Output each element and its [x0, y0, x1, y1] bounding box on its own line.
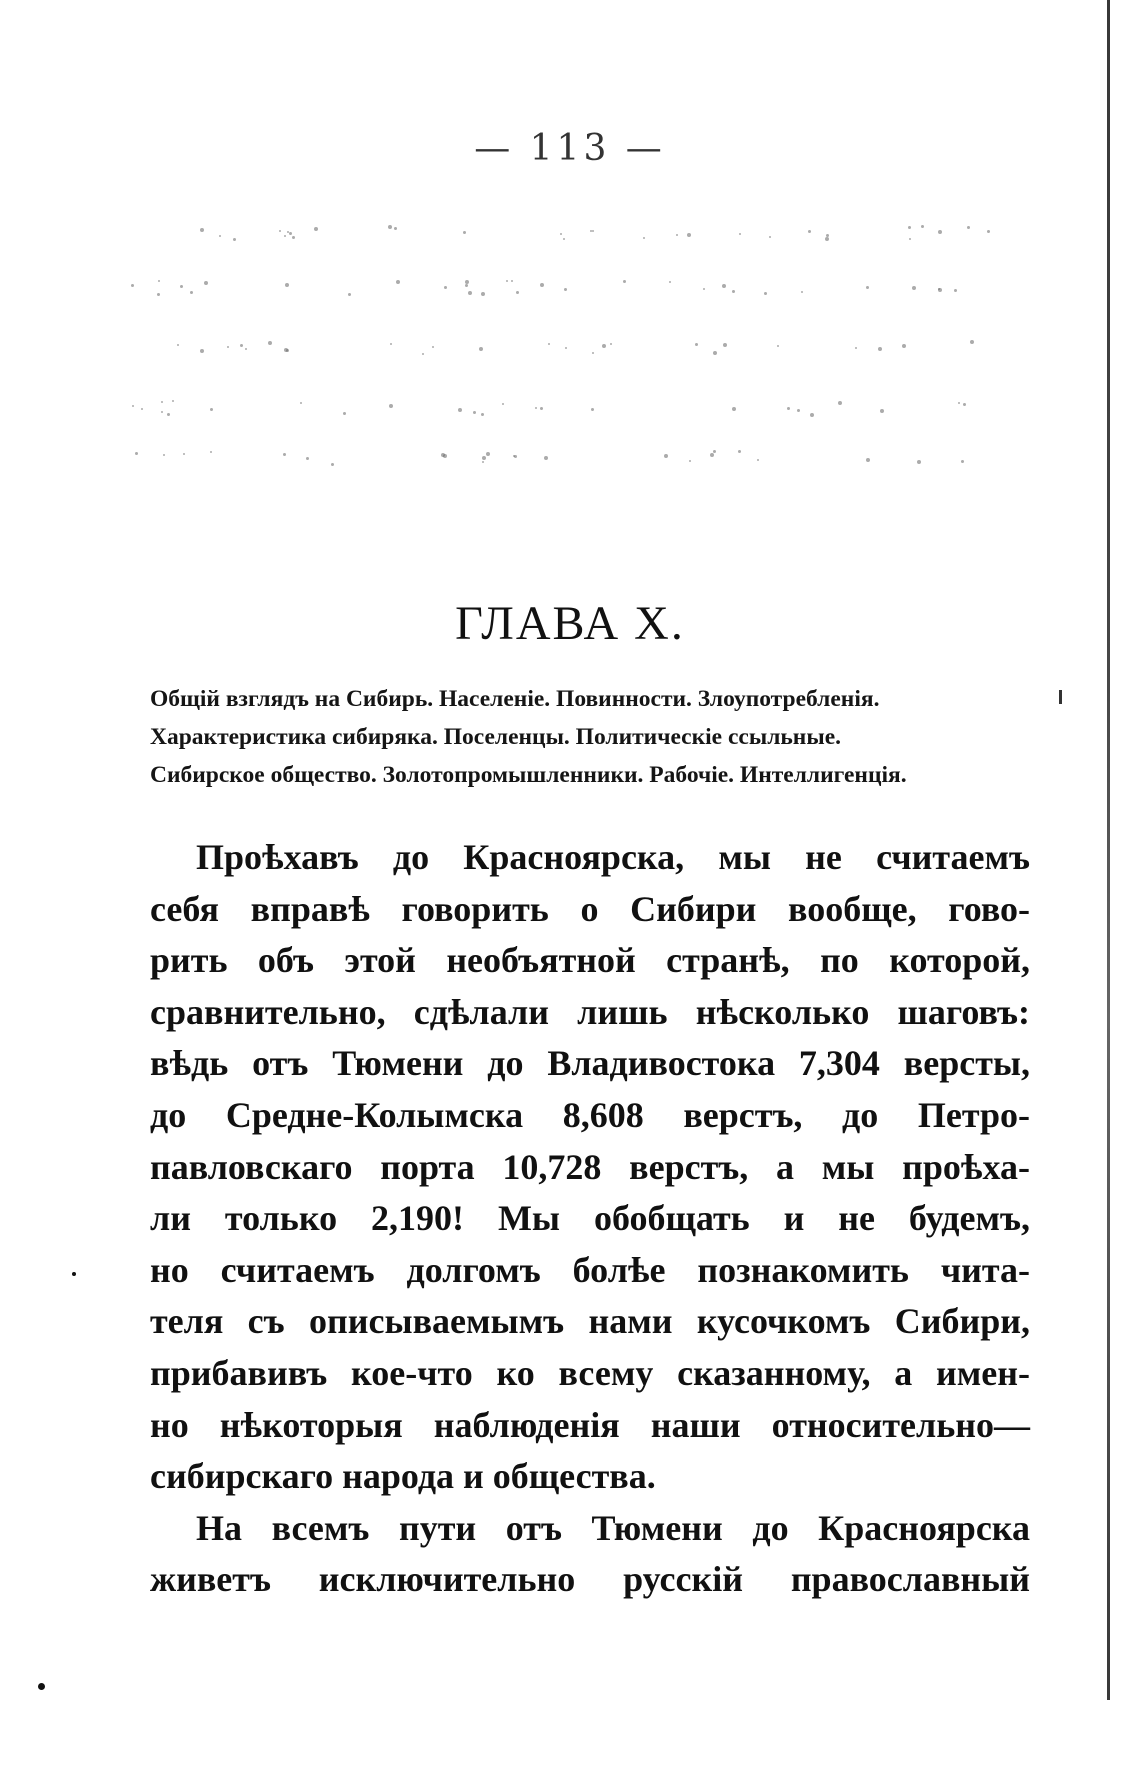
show-through-speck	[422, 353, 424, 355]
show-through-speck	[954, 289, 957, 292]
paragraph-1-line: павловскаго порта 10,728 верстъ, а мы проѣха-	[150, 1146, 1030, 1187]
show-through-speck	[713, 450, 716, 453]
show-through-speck	[808, 230, 811, 233]
show-through-speck	[479, 347, 483, 351]
paragraph-1-line: себя вправѣ говорить о Сибири вообще, гово-	[150, 888, 1030, 929]
show-through-speck	[511, 280, 513, 282]
summary-line: Сибирское общество. Золотопромышленники. Рабочіе. Интеллигенція.	[150, 762, 907, 788]
show-through-speck	[565, 347, 567, 349]
show-through-speck	[723, 343, 727, 347]
show-through-speck	[592, 352, 594, 354]
show-through-speck	[921, 225, 924, 228]
show-through-speck	[486, 452, 490, 456]
show-through-speck	[300, 402, 302, 404]
show-through-speck	[465, 284, 468, 287]
paragraph-1-line: ли только 2,190! Мы обобщать и не будемъ,	[150, 1198, 1030, 1239]
show-through-speck	[161, 401, 163, 403]
show-through-speck	[141, 408, 143, 410]
paragraph-2-line: живетъ исключительно русскій православный	[150, 1559, 1030, 1600]
paragraph-2-line: На всемъ пути отъ Тюмени до Красноярска	[196, 1507, 1030, 1548]
show-through-speck	[177, 344, 179, 346]
paragraph-1-line: рить объ этой необъятной странѣ, по которой,	[150, 940, 1030, 981]
show-through-speck	[535, 407, 537, 409]
show-through-speck	[432, 346, 434, 348]
show-through-speck	[591, 408, 594, 411]
summary-line: Общій взглядъ на Сибирь. Населеніе. Повинности. Злоупотребленія.	[150, 686, 880, 712]
show-through-speck	[623, 280, 626, 283]
show-through-speck	[810, 413, 814, 417]
show-through-speck	[602, 344, 606, 348]
show-through-speck	[592, 230, 594, 232]
show-through-speck	[458, 408, 462, 412]
paragraph-1-line: теля съ описываемымъ нами кусочкомъ Сибири,	[150, 1301, 1030, 1342]
show-through-speck	[548, 343, 550, 345]
show-through-speck	[240, 344, 243, 347]
show-through-speck	[769, 236, 771, 238]
show-through-speck	[289, 232, 292, 235]
show-through-speck	[970, 340, 974, 344]
show-through-speck	[394, 227, 397, 230]
show-through-speck	[687, 233, 691, 237]
show-through-speck	[689, 460, 691, 462]
show-through-speck	[482, 461, 484, 463]
paragraph-1-line: сравнительно, сдѣлали лишь нѣсколько шаговъ:	[150, 991, 1030, 1032]
show-through-speck	[908, 226, 911, 229]
show-through-speck	[938, 288, 940, 290]
show-through-speck	[210, 451, 212, 453]
show-through-speck	[855, 347, 857, 349]
show-through-speck	[787, 407, 790, 410]
show-through-speck	[172, 400, 174, 402]
show-through-speck	[443, 454, 447, 458]
show-through-speck	[987, 230, 990, 233]
show-through-speck	[664, 454, 668, 458]
paragraph-1-line: вѣдь отъ Тюмени до Владивостока 7,304 версты,	[150, 1043, 1030, 1084]
reverse-page-show-through	[130, 215, 1010, 465]
show-through-speck	[961, 460, 964, 463]
show-through-speck	[468, 291, 472, 295]
show-through-speck	[180, 285, 183, 288]
show-through-speck	[233, 238, 236, 241]
show-through-speck	[389, 404, 393, 408]
show-through-speck	[866, 286, 869, 289]
show-through-speck	[963, 403, 966, 406]
show-through-speck	[343, 412, 346, 415]
show-through-speck	[643, 237, 645, 239]
show-through-speck	[161, 411, 163, 413]
paragraph-1-line: прибавивъ кое-что ко всему сказанному, а имен-	[150, 1352, 1030, 1393]
show-through-speck	[227, 346, 229, 348]
show-through-speck	[284, 348, 288, 352]
show-through-speck	[135, 452, 138, 455]
show-through-speck	[396, 280, 400, 284]
show-through-speck	[713, 351, 717, 355]
show-through-speck	[676, 234, 678, 236]
show-through-speck	[481, 292, 485, 296]
show-through-speck	[610, 343, 612, 345]
show-through-speck	[331, 463, 334, 466]
show-through-speck	[880, 409, 884, 413]
show-through-speck	[348, 293, 351, 296]
show-through-speck	[826, 234, 829, 237]
show-through-speck	[388, 225, 392, 229]
show-through-speck	[463, 231, 466, 234]
show-through-speck	[390, 343, 392, 345]
show-through-speck	[132, 405, 134, 407]
show-through-speck	[306, 457, 309, 460]
show-through-speck	[739, 233, 741, 235]
show-through-speck	[722, 284, 726, 288]
show-through-speck	[465, 280, 469, 284]
show-through-speck	[909, 238, 911, 240]
show-through-speck	[279, 230, 281, 232]
show-through-speck	[167, 413, 170, 416]
show-through-speck	[473, 411, 476, 414]
show-through-speck	[131, 284, 134, 287]
show-through-speck	[838, 401, 842, 405]
show-through-speck	[314, 227, 318, 231]
show-through-speck	[163, 454, 165, 456]
show-through-speck	[284, 235, 286, 237]
paragraph-1-line: сибирскаго народа и общества.	[150, 1456, 656, 1497]
show-through-speck	[514, 455, 517, 458]
show-through-speck	[738, 450, 741, 453]
body-text	[150, 832, 1030, 1606]
show-through-speck	[695, 343, 698, 346]
show-through-speck	[938, 230, 942, 234]
ink-speck	[72, 1272, 76, 1276]
show-through-speck	[777, 345, 779, 347]
show-through-speck	[506, 280, 508, 282]
show-through-speck	[540, 283, 544, 287]
show-through-speck	[825, 237, 829, 241]
show-through-speck	[797, 409, 800, 412]
show-through-speck	[866, 458, 870, 462]
show-through-speck	[200, 349, 204, 353]
show-through-speck	[200, 228, 204, 232]
chapter-title: ГЛАВА X.	[455, 597, 685, 650]
chapter-summary	[150, 680, 1030, 794]
show-through-speck	[190, 291, 193, 294]
show-through-speck	[268, 341, 272, 345]
paragraph-1-line: до Средне-Колымска 8,608 верстъ, до Петро-	[150, 1094, 1030, 1135]
paragraph-1-line: но считаемъ долгомъ болѣе познакомить чита-	[150, 1249, 1030, 1290]
page-edge-mark	[1059, 690, 1062, 704]
show-through-speck	[912, 286, 916, 290]
show-through-speck	[210, 408, 213, 411]
show-through-speck	[482, 456, 486, 460]
show-through-speck	[563, 238, 565, 240]
show-through-speck	[801, 291, 803, 293]
show-through-speck	[560, 233, 562, 235]
show-through-speck	[245, 348, 247, 350]
show-through-speck	[958, 402, 960, 404]
show-through-speck	[764, 292, 767, 295]
show-through-speck	[219, 235, 221, 237]
show-through-speck	[669, 281, 671, 283]
show-through-speck	[917, 460, 921, 464]
show-through-speck	[158, 280, 160, 282]
show-through-speck	[967, 226, 970, 229]
show-through-speck	[703, 288, 705, 290]
show-through-speck	[516, 291, 519, 294]
summary-line: Характеристика сибиряка. Поселенцы. Политическіе ссыльные.	[150, 724, 842, 750]
show-through-speck	[757, 459, 759, 461]
show-through-speck	[502, 403, 504, 405]
show-through-speck	[204, 281, 208, 285]
page-edge-rule	[1107, 0, 1110, 1700]
show-through-speck	[710, 453, 714, 457]
show-through-speck	[481, 413, 484, 416]
show-through-speck	[732, 407, 736, 411]
page-number: — 113 —	[474, 128, 666, 169]
show-through-speck	[544, 456, 548, 460]
show-through-speck	[444, 286, 447, 289]
show-through-speck	[183, 453, 185, 455]
show-through-speck	[902, 344, 906, 348]
show-through-speck	[540, 407, 543, 410]
ink-speck	[38, 1683, 45, 1690]
show-through-speck	[878, 347, 882, 351]
paragraph-1-line: но нѣкоторыя наблюденія наши относительно—	[150, 1404, 1030, 1445]
show-through-speck	[564, 288, 567, 291]
show-through-speck	[732, 290, 735, 293]
show-through-speck	[157, 293, 160, 296]
paragraph-1-line: Проѣхавъ до Красноярска, мы не считаемъ	[196, 837, 1030, 877]
show-through-speck	[283, 453, 286, 456]
show-through-speck	[285, 283, 289, 287]
show-through-speck	[292, 236, 295, 239]
